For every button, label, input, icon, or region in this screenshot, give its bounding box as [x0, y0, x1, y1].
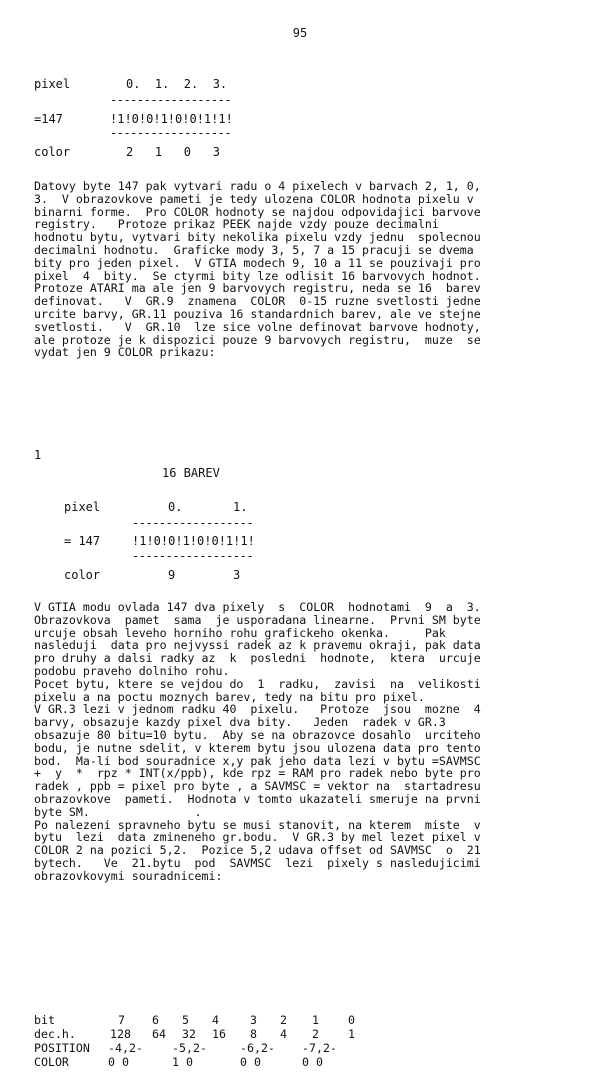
table1-byte-label: =147 [34, 112, 63, 126]
bit-table-cell: 0 [348, 1013, 355, 1027]
table1-bits: !1!0!0!1!0!0!1!1! [110, 112, 233, 126]
bit-table-cell: 1 [312, 1013, 319, 1027]
para1-line: registry. Protoze prikaz PEEK najde vzdy pouze decimalni [34, 217, 439, 232]
bit-table-row-label: COLOR [34, 1055, 69, 1069]
table1-pixel-values: 0. 1. 2. 3. [126, 77, 228, 91]
bit-table-cell: -7,2- [302, 1041, 337, 1055]
para1-line: 3. V obrazovkove pameti je tedy ulozena COLOR hodnota pixelu v [34, 191, 474, 206]
para2-line: pro druhy a dalsi radky az k posledni hodnote, ktera urcuje [34, 651, 481, 666]
para2-line: bytech. Ve 21.bytu pod SAVMSC lezi pixely s nasledujicimi [34, 855, 481, 870]
para2-line: radek , ppb = pixel pro byte , a SAVMSC = vektor na startadresu [34, 779, 481, 794]
para2-line: obrazovkovymi souradnicemi: [34, 868, 223, 883]
bit-table-cell: 3 [250, 1013, 257, 1027]
table2-title: 16 BAREV [162, 466, 220, 480]
para1-line: bity pro jeden pixel. V GTIA modech 9, 10 a 11 se pouzivaji pro [34, 255, 481, 270]
table2-divider-bottom: ------------------ [132, 549, 254, 563]
table2-color-values: 9 3 [168, 568, 241, 582]
para2-line: COLOR 2 na pozici 5,2. Pozice 5,2 udava offset od SAVMSC o 21 [34, 843, 481, 858]
table2-bits: !1!0!0!1!0!0!1!1! [132, 534, 255, 548]
para1-line: Datovy byte 147 pak vytvari radu o 4 pixelech v barvach 2, 1, 0, [34, 179, 481, 193]
table1-color-label: color [34, 145, 71, 159]
bit-table-cell: 4 [212, 1013, 219, 1027]
bit-table-cell: 0 0 [108, 1055, 129, 1069]
bit-table-cell: 2 [280, 1013, 287, 1027]
para2-line: Po nalezeni spravneho bytu se musi stanovit, na kterem miste v [34, 817, 481, 832]
bit-table-cell: -6,2- [240, 1041, 275, 1055]
bit-table-cell: 32 [182, 1027, 196, 1041]
paragraph-2 [34, 601, 574, 883]
table2-byte-label: = 147 [64, 534, 101, 548]
para2-line: byte SM. . [34, 804, 202, 819]
table1-pixel-label: pixel [34, 77, 71, 91]
para1-line: svetlosti. V GR.10 lze sice volne definovat barvove hodnoty, [34, 319, 481, 334]
para2-line: urcuje obsah leveho horniho rohu grafickeho okenka. Pak [34, 625, 446, 640]
bit-table-cell: 2 [312, 1027, 319, 1041]
bit-table-cell: -4,2- [108, 1041, 143, 1055]
para2-line: bodu, je nutne sdelit, v kterem bytu jsou ulozena data pro tento [34, 740, 481, 755]
bit-table-cell: 0 0 [240, 1055, 261, 1069]
table2-color-label: color [64, 568, 101, 582]
para1-line: urcite barvy, GR.11 pouziva 16 standardnich barev, ale ve stejne [34, 306, 481, 321]
para2-line: bod. Ma-li bod souradnice x,y pak jeho data lezi v bytu =SAVMSC [34, 753, 481, 768]
para2-line: obsazuje 80 bitu=10 bytu. Aby se na obrazovce dosahlo urciteho [34, 727, 481, 742]
para1-line: Protoze ATARI ma ale jen 9 barvovych registru, neda se 16 barev [34, 281, 481, 296]
bit-table-cell: 128 [110, 1027, 131, 1041]
para2-line: bytu lezi data zmineneho gr.bodu. V GR.3 by mel lezet pixel v [34, 830, 481, 845]
para2-line: obrazovkove pameti. Hodnota v tomto ukazateli smeruje na prvni [34, 791, 481, 806]
para2-line: Pocet bytu, ktere se vejdou do 1 radku, zavisi na velikosti [34, 676, 481, 691]
para1-line: vydat jen 9 COLOR prikazu: [34, 345, 216, 360]
bit-table-cell: -5,2- [172, 1041, 207, 1055]
paragraph-1 [34, 180, 574, 359]
para1-line: binarni forme. Pro COLOR hodnoty se najdou odpovidajici barvove [34, 204, 481, 219]
para2-line: pixelu a na poctu moznych barev, tedy na bitu pro pixel. [34, 689, 425, 704]
para1-line: ale protoze je k dispozici pouze 9 barvovych registru, muze se [34, 332, 481, 347]
bit-table-cell: 1 [348, 1027, 355, 1041]
bit-table-cell: 7 [118, 1013, 125, 1027]
table2-divider-top: ------------------ [132, 516, 254, 530]
bit-table-cell: 8 [250, 1027, 257, 1041]
bit-table-cell: 6 [152, 1013, 159, 1027]
bit-table-cell: 16 [212, 1027, 226, 1041]
para1-line: pixel 4 bity. Se ctyrmi bity lze odlisit 16 barvovych hodnot. [34, 268, 481, 283]
table1-color-values: 2 1 0 3 [126, 145, 220, 159]
bit-table-row-label: dec.h. [34, 1027, 76, 1041]
bit-table-cell: 1 0 [172, 1055, 193, 1069]
table2-pixel-label: pixel [64, 500, 101, 514]
para1-line: definovat. V GR.9 znamena COLOR 0-15 ruzne svetlosti jedne [34, 294, 481, 309]
bit-table-cell: 0 0 [302, 1055, 323, 1069]
page-number: 95 [292, 26, 308, 40]
para2-line: Obrazovkova pamet sama je usporadana linearne. Prvni SM byte [34, 612, 481, 627]
para2-line: podobu praveho dolniho rohu. [34, 663, 230, 678]
para1-line: hodnotu bytu, vytvari bity nekolika pixelu vzdy jednu spolecnou [34, 230, 481, 245]
para2-line: + y * rpz * INT(x/ppb), kde rpz = RAM pro radek nebo byte pro [34, 766, 481, 781]
bit-table-cell: 5 [182, 1013, 189, 1027]
para2-line: nasleduji data pro nejvyssi radek az k pravemu okraji, pak data [34, 638, 481, 653]
para1-line: decimalni hodnotu. Graficke mody 3, 5, 7 a 15 pracuji se dvema [34, 242, 474, 257]
bit-table-cell: 64 [152, 1027, 166, 1041]
bit-table-cell: 4 [280, 1027, 287, 1041]
para2-line: V GTIA modu ovlada 147 dva pixely s COLOR hodnotami 9 a 3. [34, 600, 481, 614]
para2-line: barvy, obsazuje kazdy pixel dva bity. Jeden radek v GR.3 [34, 715, 446, 730]
bit-table-row-label: bit [34, 1013, 55, 1027]
marker-number: 1 [34, 448, 42, 462]
table1-divider-top: ------------------ [110, 93, 232, 107]
table2-pixel-values: 0. 1. [168, 500, 248, 514]
table1-divider-bottom: ------------------ [110, 126, 232, 140]
para2-line: V GR.3 lezi v jednom radku 40 pixelu. Protoze jsou mozne 4 [34, 702, 481, 717]
bit-table-row-label: POSITION [34, 1041, 90, 1055]
